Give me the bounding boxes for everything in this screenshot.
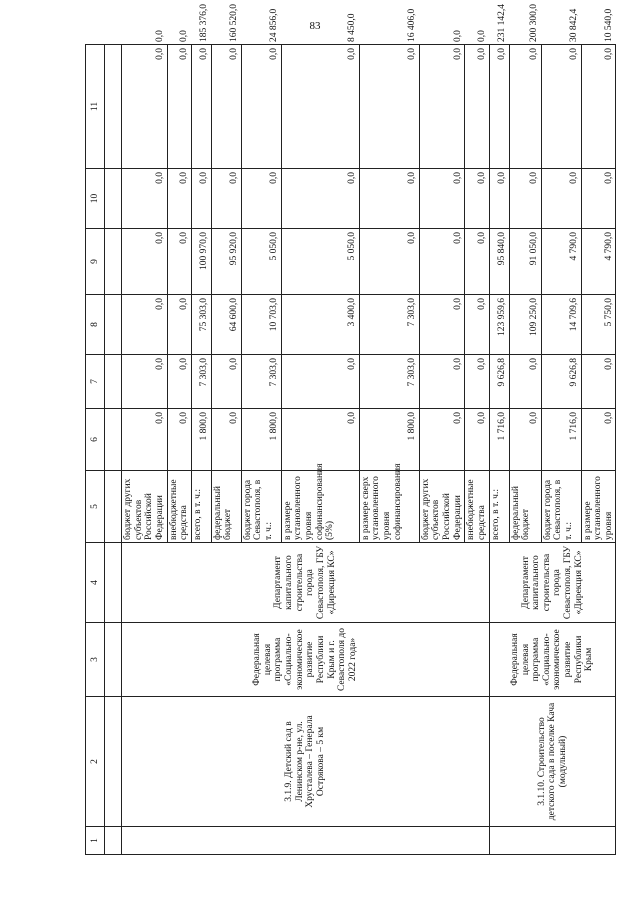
object-name: 3.1.9. Детский сад в Ленинском р-не, ул. Хрусталева – Генерала Острякова – 5 км: [122, 697, 490, 827]
value-cell: 0,0: [122, 229, 168, 295]
value-cell: 0,0: [241, 45, 281, 169]
col-header: 11: [86, 45, 105, 169]
program-name: Федеральная целевая программа «Социально-экономическое развитие Республики Крым: [489, 623, 616, 697]
value-cell: 4 790,0: [541, 229, 581, 295]
value-cell: 0,0: [211, 355, 241, 409]
value-cell: 0,0: [359, 229, 419, 295]
table-row: бюджет города Севастополя, в т. ч.: 1 716,0 9 626,8 14 709,6 4 790,0 0,0 0,0 30 842,4: [541, 45, 581, 855]
value-cell: 5 050,0: [281, 229, 359, 295]
value-cell: 0,0: [191, 45, 211, 169]
executor-name: Департамент капитального строительства города Севастополя, ГБУ «Дирекция КС»: [122, 543, 490, 623]
funding-source: внебюджетные средства: [465, 471, 489, 543]
value-cell: 0,0: [509, 45, 541, 169]
funding-source: бюджет города Севастополя, в т. ч.:: [541, 471, 581, 543]
funding-source: внебюджетные средства: [167, 471, 191, 543]
table-row: бюджет других субъектов Российской Федерации 0,0 0,0 0,0 0,0 0,0 0,0 0,0: [419, 45, 465, 855]
executor-name: Департамент капитального строительства города Севастополя, ГБУ «Дирекция КС»: [489, 543, 616, 623]
value-cell: 109 250,0: [509, 295, 541, 355]
value-cell: 0,0: [167, 45, 191, 169]
table-row: бюджет города Севастополя, в т. ч.: 1 800,0 7 303,0 10 703,0 5 050,0 0,0 0,0 24 856,0: [241, 45, 281, 855]
table-row: всего, в т. ч.: 1 800,0 7 303,0 75 303,0 100 970,0 0,0 0,0 185 376,0: [191, 45, 211, 855]
table-row: федеральный бюджет 0,0 0,0 64 600,0 95 920,0 0,0 0,0 160 520,0: [211, 45, 241, 855]
value-cell: 0,0: [419, 229, 465, 295]
value-cell: 0,0: [122, 295, 168, 355]
funding-source: в размере сверх установленного уровня софинансирования: [359, 471, 419, 543]
value-cell: 0,0: [167, 229, 191, 295]
table-row: внебюджетные средства 0,0 0,0 0,0 0,0 0,0 0,0 0,0: [167, 45, 191, 855]
col-header: 10: [86, 169, 105, 229]
value-cell: 0,0: [419, 45, 465, 169]
value-cell: 0,0: [359, 169, 419, 229]
value-cell: 0,0: [581, 409, 616, 471]
value-cell: 0,0: [281, 409, 359, 471]
col-header: 6: [86, 409, 105, 471]
funding-source: всего, в т. ч.:: [191, 471, 211, 543]
value-cell: 0,0: [122, 169, 168, 229]
value-cell: 0,0: [489, 169, 509, 229]
value-cell: 14 709,6: [541, 295, 581, 355]
page-number: 83: [309, 20, 321, 32]
value-cell: 0,0: [465, 229, 489, 295]
row-index-cell: [489, 827, 616, 855]
value-cell: 0,0: [122, 409, 168, 471]
funding-source: в размере установленного уровня: [581, 471, 616, 543]
value-cell: 0,0: [167, 169, 191, 229]
column-number-row: [86, 45, 105, 855]
table-row: 3.1.10. Строительство детского сада в поселке Кача (модульный) Федеральная целевая программа «Социально-экономическое развитие Республики Крым Департамент капитального строительства города Севастополя, ГБУ «Дирекция КС» всего, в т. ч.: 1 716,0 9 626,8 123 959,6 95 840,0 0,0 0,0 231 142,4: [489, 45, 509, 855]
value-cell: 0,0: [122, 45, 168, 169]
value-cell: 0,0: [211, 169, 241, 229]
funding-source: в размере установленного уровня софинансирования (5%): [281, 471, 359, 543]
funding-source: федеральный бюджет: [211, 471, 241, 543]
col-header: 3: [86, 623, 105, 697]
value-cell: 91 050,0: [509, 229, 541, 295]
program-name: Федеральная целевая программа «Социально-экономическое развитие Республики Крым и г. Севастополя до 2022 года»: [122, 623, 490, 697]
value-cell: 0,0: [465, 355, 489, 409]
value-cell: 0,0: [281, 355, 359, 409]
col-header: 1: [86, 827, 105, 855]
value-cell: 0,0: [509, 169, 541, 229]
table-row: в размере установленного уровня софинансирования (5%) 0,0 0,0 3 400,0 5 050,0 0,0 0,0 8 450,0: [281, 45, 359, 855]
value-cell: 0,0: [541, 45, 581, 169]
column-subheader-row: [105, 45, 122, 855]
table-row: федеральный бюджет 0,0 0,0 109 250,0 91 050,0 0,0 0,0 200 300,0: [509, 45, 541, 855]
value-cell: 1 716,0: [541, 409, 581, 471]
value-cell: 0,0: [489, 45, 509, 169]
value-cell: 0,0: [359, 45, 419, 169]
value-cell: 0,0: [509, 409, 541, 471]
value-cell: 0,0: [581, 169, 616, 229]
value-cell: 10 703,0: [241, 295, 281, 355]
col-header: 2: [86, 697, 105, 827]
value-cell: 0,0: [167, 355, 191, 409]
value-cell: 0,0: [419, 295, 465, 355]
value-cell: 7 303,0: [359, 295, 419, 355]
value-cell: 7 303,0: [241, 355, 281, 409]
value-cell: 0,0: [465, 45, 489, 169]
value-cell: 7 303,0: [359, 355, 419, 409]
value-cell: 5 050,0: [241, 229, 281, 295]
funding-source: всего, в т. ч.:: [489, 471, 509, 543]
value-cell: 0,0: [581, 45, 616, 169]
value-cell: 0,0: [281, 45, 359, 169]
value-cell: 4 790,0: [581, 229, 616, 295]
value-cell: 0,0: [281, 169, 359, 229]
value-cell: 0,0: [419, 409, 465, 471]
value-cell: 0,0: [465, 409, 489, 471]
value-cell: 0,0: [465, 169, 489, 229]
table-row: в размере установленного уровня 0,0 0,0 5 750,0 4 790,0 0,0 0,0 10 540,0: [581, 45, 616, 855]
value-cell: 9 626,8: [541, 355, 581, 409]
col-header: 9: [86, 229, 105, 295]
value-cell: 1 716,0: [489, 409, 509, 471]
value-cell: 64 600,0: [211, 295, 241, 355]
value-cell: 0,0: [541, 169, 581, 229]
value-cell: 95 840,0: [489, 229, 509, 295]
value-cell: 100 970,0: [191, 229, 211, 295]
col-header: 5: [86, 471, 105, 543]
row-index-cell: [122, 827, 490, 855]
value-cell: 0,0: [465, 295, 489, 355]
value-cell: 9 626,8: [489, 355, 509, 409]
col-header: 7: [86, 355, 105, 409]
value-cell: 0,0: [419, 355, 465, 409]
value-cell: 0,0: [581, 355, 616, 409]
value-cell: 5 750,0: [581, 295, 616, 355]
value-cell: 0,0: [419, 169, 465, 229]
value-cell: 0,0: [167, 409, 191, 471]
object-name: 3.1.10. Строительство детского сада в поселке Кача (модульный): [489, 697, 616, 827]
col-header: 8: [86, 295, 105, 355]
value-cell: 7 303,0: [191, 355, 211, 409]
col-header: 4: [86, 543, 105, 623]
value-cell: 123 959,6: [489, 295, 509, 355]
value-cell: 1 800,0: [191, 409, 211, 471]
table-row: в размере сверх установленного уровня софинансирования 1 800,0 7 303,0 7 303,0 0,0 0,0 0,0 16 406,0: [359, 45, 419, 855]
value-cell: 0,0: [122, 355, 168, 409]
table-row: 3.1.9. Детский сад в Ленинском р-не, ул. Хрусталева – Генерала Острякова – 5 км Федеральная целевая программа «Социально-экономическое развитие Республики Крым и г. Севастополя до 2022 года» Департамент капитального строительства города Севастополя, ГБУ «Дирекция КС» бюджет других субъектов Российской Федерации 0,0 0,0 0,0 0,0 0,0 0,0 0,0: [122, 45, 168, 855]
value-cell: 3 400,0: [281, 295, 359, 355]
funding-source: бюджет других субъектов Российской Федерации: [122, 471, 168, 543]
value-cell: 0,0: [211, 45, 241, 169]
value-cell: 0,0: [191, 169, 211, 229]
value-cell: 0,0: [509, 355, 541, 409]
value-cell: 95 920,0: [211, 229, 241, 295]
value-cell: 1 800,0: [241, 409, 281, 471]
table-row: внебюджетные средства 0,0 0,0 0,0 0,0 0,0 0,0 0,0: [465, 45, 489, 855]
value-cell: 0,0: [167, 295, 191, 355]
funding-source: бюджет других субъектов Российской Федерации: [419, 471, 465, 543]
funding-source: бюджет города Севастополя, в т. ч.:: [241, 471, 281, 543]
funding-source: федеральный бюджет: [509, 471, 541, 543]
value-cell: 0,0: [211, 409, 241, 471]
value-cell: 1 800,0: [359, 409, 419, 471]
value-cell: 0,0: [241, 169, 281, 229]
value-cell: 75 303,0: [191, 295, 211, 355]
